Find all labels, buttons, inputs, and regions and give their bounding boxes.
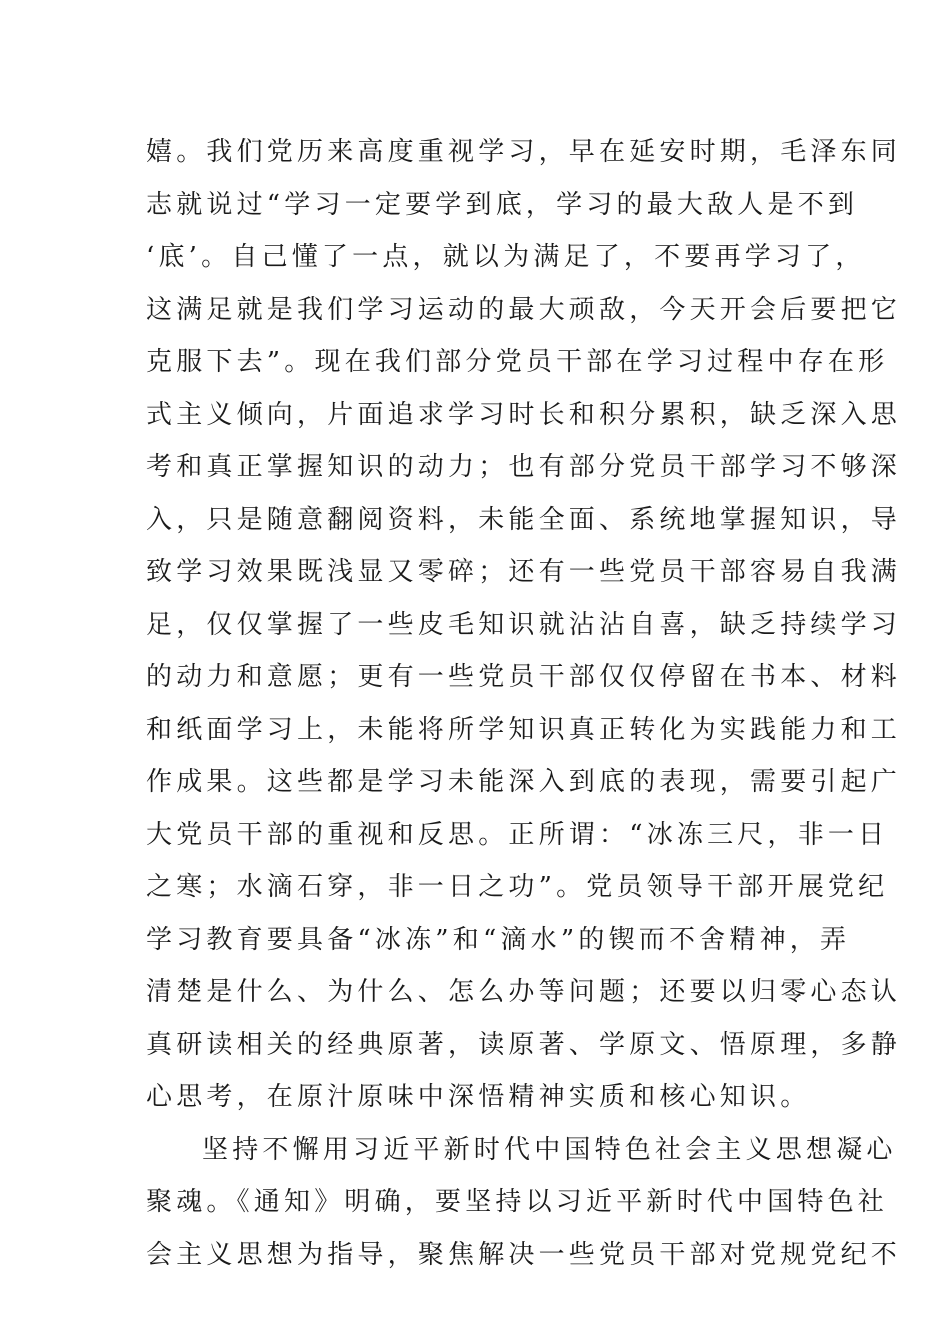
text-line: 式主义倾向，片面追求学习时长和积分累积，缺乏深入思: [146, 399, 902, 430]
text-line: ‘底’。自己懂了一点，就以为满足了，不要再学习了，: [146, 242, 866, 272]
text-line: 足，仅仅掌握了一些皮毛知识就沾沾自喜，缺乏持续学习: [146, 609, 902, 640]
body-text: [146, 126, 902, 1281]
text-line: 这满足就是我们学习运动的最大顽敌，今天开会后要把它: [146, 294, 902, 325]
text-line: 会主义思想为指导，聚焦解决一些党员干部对党规党纪不: [146, 1239, 902, 1270]
text-line: 和纸面学习上，未能将所学知识真正转化为实践能力和工: [146, 714, 902, 745]
text-line: 的动力和意愿；更有一些党员干部仅仅停留在书本、材料: [146, 662, 902, 692]
text-line: 入，只是随意翻阅资料，未能全面、系统地掌握知识，导: [146, 504, 902, 535]
text-line: 学习教育要具备“冰冻”和“滴水”的锲而不舍精神，弄: [146, 924, 851, 955]
text-line: 考和真正掌握知识的动力；也有部分党员干部学习不够深: [146, 452, 902, 482]
text-line: 清楚是什么、为什么、怎么办等问题；还要以归零心态认: [146, 977, 902, 1007]
text-line: 克服下去”。现在我们部分党员干部在学习过程中存在形: [146, 347, 889, 377]
text-line: 志就说过“学习一定要学到底，学习的最大敌人是不到: [146, 189, 859, 220]
text-line: 聚魂。《通知》明确，要坚持以习近平新时代中国特色社: [146, 1187, 889, 1217]
text-line: 大党员干部的重视和反思。正所谓：“冰冻三尺，非一日: [146, 819, 889, 850]
text-line: 心思考，在原汁原味中深悟精神实质和核心知识。: [146, 1082, 811, 1112]
text-line: 作成果。这些都是学习未能深入到底的表现，需要引起广: [146, 767, 902, 797]
text-line: 之寒；水滴石穿，非一日之功”。党员领导干部开展党纪: [146, 872, 889, 902]
text-line: 致学习效果既浅显又零碎；还有一些党员干部容易自我满: [146, 557, 902, 587]
text-line: 嬉。我们党历来高度重视学习，早在延安时期，毛泽东同: [146, 137, 902, 167]
paragraph-start-line: 坚持不懈用习近平新时代中国特色社会主义思想凝心: [202, 1134, 897, 1165]
text-line: 真研读相关的经典原著，读原著、学原文、悟原理，多静: [146, 1029, 902, 1060]
